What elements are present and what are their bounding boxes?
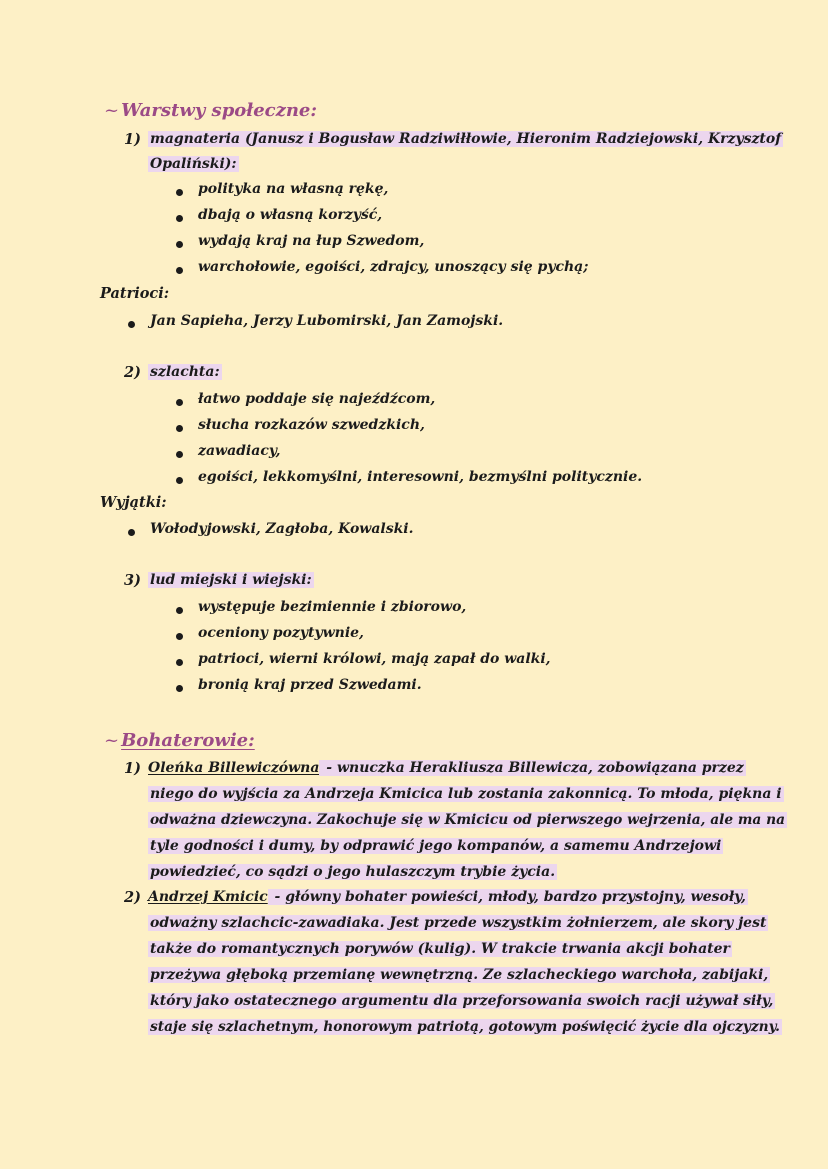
hero-description-line: także do romantycznych porywów (kulig). W trakcie trwania akcji bohater xyxy=(150,941,730,957)
bullet-icon xyxy=(176,633,183,640)
section-title: Warstwy społeczne: xyxy=(121,100,318,121)
list-number: 1) xyxy=(124,760,141,777)
bullet-icon xyxy=(176,189,183,196)
bullet-icon xyxy=(176,607,183,614)
list-item: egoiści, lekkomyślni, interesowni, bezmyślni politycznie. xyxy=(198,469,643,485)
section-title: Bohaterowie: xyxy=(121,730,255,751)
list-item: łatwo poddaje się najeźdźcom, xyxy=(198,391,436,407)
list-number: 2) xyxy=(124,364,141,381)
note-label: Wyjątki: xyxy=(100,494,167,511)
list-number: 1) xyxy=(124,131,141,148)
bullet-icon xyxy=(176,399,183,406)
hero-description-line: Andrzej Kmicic - główny bohater powieści, młody, bardzo przystojny, wesoły, xyxy=(148,889,746,905)
list-item: zawadiacy, xyxy=(198,443,281,459)
list-item: Wołodyjowski, Zagłoba, Kowalski. xyxy=(150,521,414,537)
tilde-decoration: ~ xyxy=(104,100,120,121)
bullet-icon xyxy=(176,267,183,274)
bullet-icon xyxy=(176,659,183,666)
bullet-icon xyxy=(176,685,183,692)
note-label: Patrioci: xyxy=(100,285,170,302)
list-item: bronią kraj przed Szwedami. xyxy=(198,677,422,693)
hero-name: Oleńka Billewiczówna xyxy=(148,760,320,776)
list-item: oceniony pozytywnie, xyxy=(198,625,364,641)
bullet-icon xyxy=(176,477,183,484)
bullet-icon xyxy=(128,529,135,536)
bullet-icon xyxy=(176,425,183,432)
list-item: wydają kraj na łup Szwedom, xyxy=(198,233,425,249)
list-item: słucha rozkazów szwedzkich, xyxy=(198,417,425,433)
tilde-decoration: ~ xyxy=(104,730,120,751)
group-title-line: szlachta: xyxy=(150,364,220,380)
list-item: występuje bezimiennie i zbiorowo, xyxy=(198,599,467,615)
list-item: patrioci, wierni królowi, mają zapał do walki, xyxy=(198,651,551,667)
group-title-line: Opaliński): xyxy=(150,156,237,172)
hero-description-line: Oleńka Billewiczówna - wnuczka Herakliusza Billewicza, zobowiązana przez xyxy=(148,760,744,776)
list-item: polityka na własną rękę, xyxy=(198,181,389,197)
hero-name: Andrzej Kmicic xyxy=(148,889,268,905)
hero-description-line: odważna dziewczyna. Zakochuje się w Kmicicu od pierwszego wejrzenia, ale ma na xyxy=(150,812,786,828)
hero-description-line: powiedzieć, co sądzi o jego hulaszczym trybie życia. xyxy=(150,864,556,880)
group-title-line: magnateria (Janusz i Bogusław Radziwiłłowie, Hieronim Radziejowski, Krzysztof xyxy=(150,131,782,147)
bullet-icon xyxy=(176,215,183,222)
hero-description-line: odważny szlachcic-zawadiaka. Jest przede wszystkim żołnierzem, ale skory jest xyxy=(150,915,767,931)
hero-description-line: tyle godności i dumy, by odprawić jego kompanów, a samemu Andrzejowi xyxy=(150,838,722,854)
list-number: 3) xyxy=(124,572,141,589)
group-title-line: lud miejski i wiejski: xyxy=(150,572,312,588)
hero-description-line: staje się szlachetnym, honorowym patriotą, gotowym poświęcić życie dla ojczyzny. xyxy=(150,1019,780,1035)
hero-description-line: przeżywa głęboką przemianę wewnętrzną. Ze szlacheckiego warchoła, zabijaki, xyxy=(150,967,769,983)
hero-description-line: który jako ostatecznego argumentu dla przeforsowania swoich racji używał siły, xyxy=(150,993,774,1009)
list-item: warchołowie, egoiści, zdrajcy, unoszący się pychą; xyxy=(198,259,589,275)
bullet-icon xyxy=(176,241,183,248)
list-number: 2) xyxy=(124,889,141,906)
list-item: Jan Sapieha, Jerzy Lubomirski, Jan Zamojski. xyxy=(150,313,504,329)
section-heading-bohaterowie xyxy=(104,730,255,751)
list-item: dbają o własną korzyść, xyxy=(198,207,383,223)
hero-description-line: niego do wyjścia za Andrzeja Kmicica lub zostania zakonnicą. To młoda, piękna i xyxy=(150,786,782,802)
bullet-icon xyxy=(176,451,183,458)
bullet-icon xyxy=(128,321,135,328)
section-heading-warstwy xyxy=(104,100,317,121)
